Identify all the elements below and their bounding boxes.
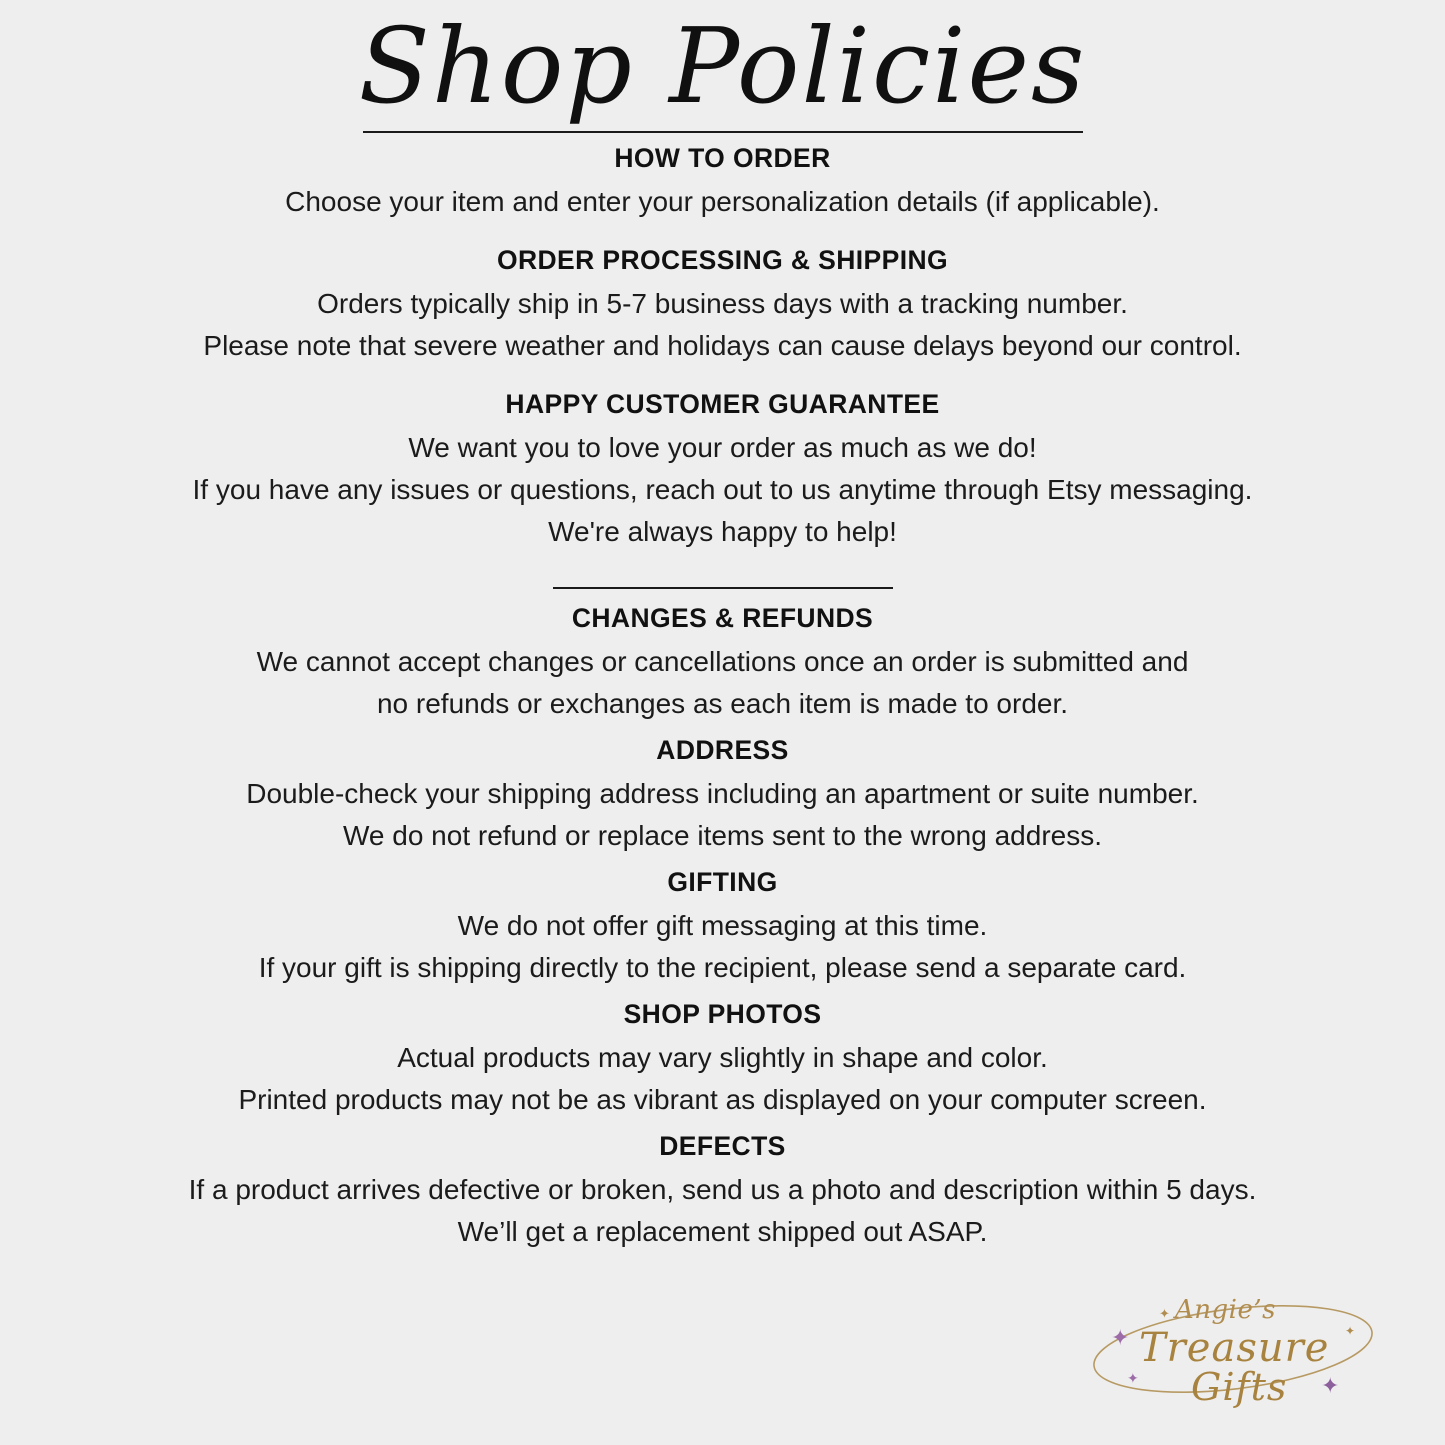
section-line: We cannot accept changes or cancellations once an order is submitted and <box>256 646 1189 678</box>
page-title: Shop Policies <box>358 5 1087 127</box>
sparkle-icon: ✦ <box>1159 1306 1170 1321</box>
section-heading: SHOP PHOTOS <box>623 999 822 1030</box>
section-defects <box>0 1131 1445 1253</box>
section-heading: DEFECTS <box>659 1131 786 1162</box>
logo-line-2: Treasure <box>1139 1325 1330 1371</box>
shop-logo <box>1083 1281 1383 1411</box>
section-line: We’ll get a replacement shipped out ASAP. <box>457 1216 988 1248</box>
section-heading: CHANGES & REFUNDS <box>571 603 874 634</box>
logo-line-3: Gifts <box>1191 1365 1288 1409</box>
section-address <box>0 735 1445 857</box>
logo-line-1: Angie’s <box>1175 1295 1276 1325</box>
section-line: If your gift is shipping directly to the recipient, please send a separate card. <box>258 952 1187 984</box>
section-line: If you have any issues or questions, reach out to us anytime through Etsy messaging. <box>192 474 1253 506</box>
section-gifting <box>0 867 1445 989</box>
section-line: We're always happy to help! <box>548 516 897 548</box>
section-line: no refunds or exchanges as each item is made to order. <box>376 688 1069 720</box>
section-line: If a product arrives defective or broken, send us a photo and description within 5 days. <box>188 1174 1257 1206</box>
section-heading: HAPPY CUSTOMER GUARANTEE <box>505 389 940 420</box>
section-heading: ORDER PROCESSING & SHIPPING <box>496 245 949 276</box>
section-order-processing-shipping <box>0 245 1445 367</box>
section-line: Double-check your shipping address including an apartment or suite number. <box>246 778 1199 810</box>
sparkle-icon: ✦ <box>1127 1370 1139 1386</box>
page-title-block <box>0 0 1445 133</box>
section-changes-refunds <box>0 603 1445 725</box>
section-how-to-order <box>0 143 1445 223</box>
sparkle-icon: ✦ <box>1111 1325 1130 1350</box>
section-heading: ADDRESS <box>656 735 789 766</box>
section-line: Printed products may not be as vibrant as displayed on your computer screen. <box>238 1084 1207 1116</box>
sparkle-icon: ✦ <box>1321 1373 1340 1398</box>
section-line: We want you to love your order as much as we do! <box>408 432 1037 464</box>
title-divider <box>363 131 1083 133</box>
section-heading: HOW TO ORDER <box>614 143 831 174</box>
section-line: We do not offer gift messaging at this time. <box>457 910 988 942</box>
section-line: We do not refund or replace items sent to the wrong address. <box>342 820 1102 852</box>
section-shop-photos <box>0 999 1445 1121</box>
section-line: Orders typically ship in 5-7 business days with a tracking number. <box>317 288 1128 320</box>
section-line: Choose your item and enter your personalization details (if applicable). <box>285 186 1160 218</box>
section-heading: GIFTING <box>667 867 778 898</box>
sparkle-icon: ✦ <box>1345 1324 1356 1338</box>
mid-divider <box>553 587 893 589</box>
section-happy-customer-guarantee <box>0 389 1445 553</box>
section-line: Actual products may vary slightly in shape and color. <box>397 1042 1048 1074</box>
section-line: Please note that severe weather and holidays can cause delays beyond our control. <box>203 330 1242 362</box>
